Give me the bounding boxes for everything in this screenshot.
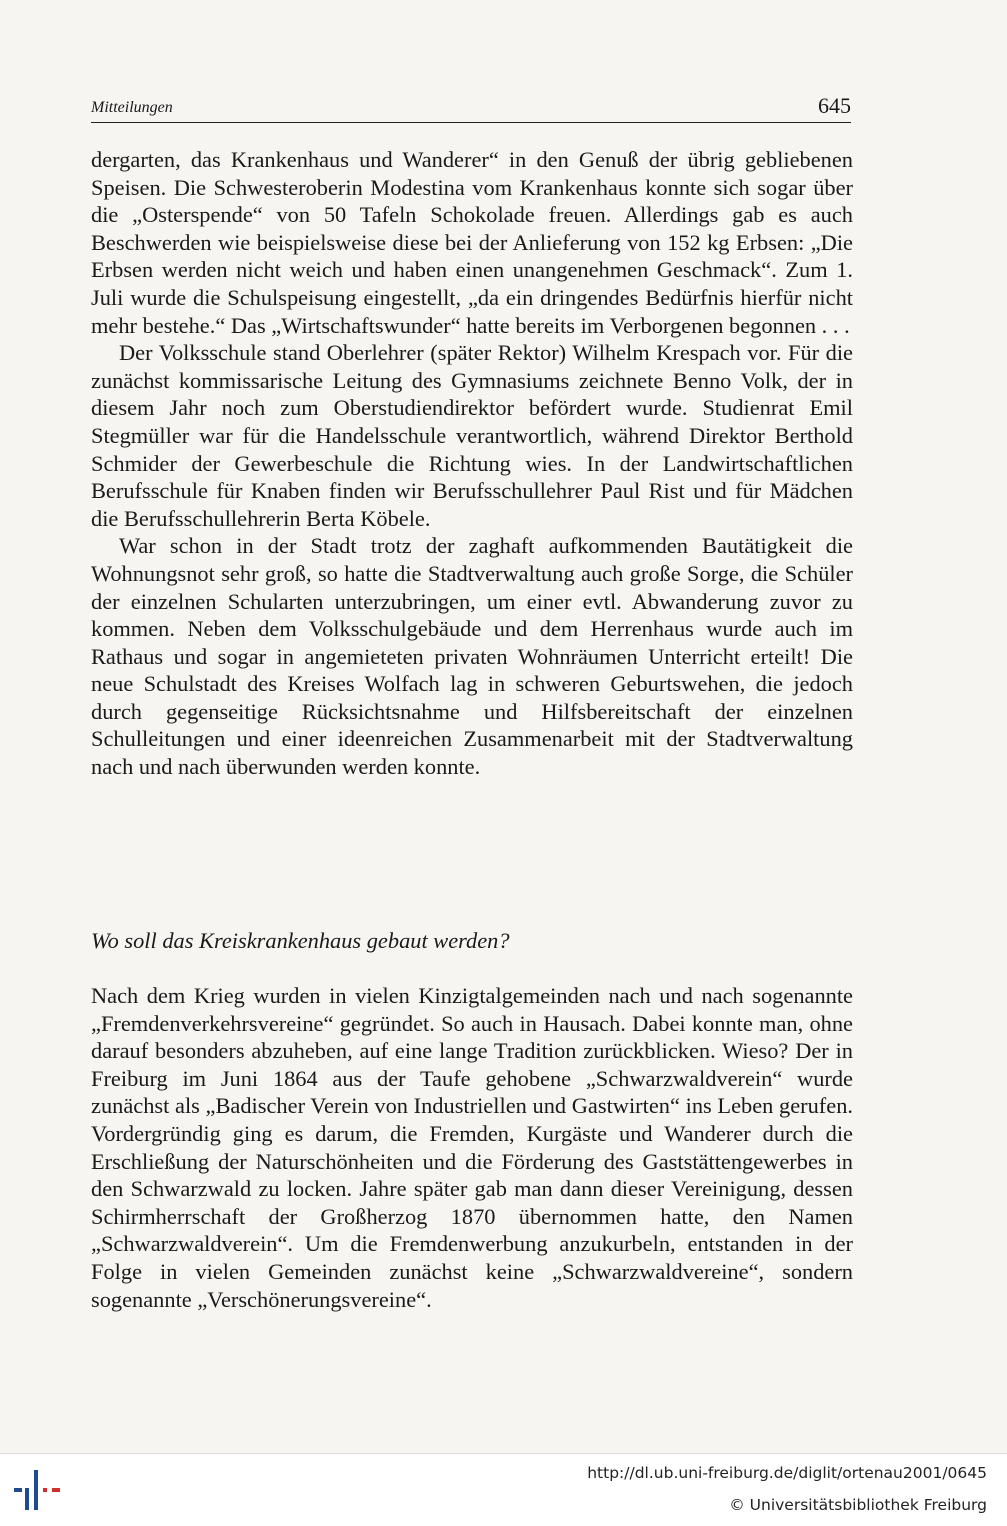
permalink-url[interactable]: http://dl.ub.uni-freiburg.de/diglit/ortenau2001/0645 (587, 1464, 987, 1482)
copyright-notice: © Universitätsbibliothek Freiburg (729, 1496, 987, 1514)
paragraph-3: War schon in der Stadt trotz der zaghaft aufkommenden Bautätigkeit die Wohnungsnot sehr groß, so hatte die Stadtverwaltung auch große Sorge, die Schüler der einzelnen Schularten unterzubringen, um einer evtl. Abwanderung zuvor zu kommen. Neben dem Volksschulgebäude und dem Herrenhaus wurde auch im Rathaus und sogar in angemieteten privaten Wohnräumen Unterricht erteilt! Die neue Schulstadt des Kreises Wolfach lag in schweren Geburtswehen, die jedoch durch gegenseitige Rücksichtsnahme und Hilfsbereitschaft der einzelnen Schulleitungen und einer ideenreichen Zusammenarbeit mit der Stadtverwaltung nach und nach überwunden werden konnte. (91, 533, 853, 780)
paragraph-1: dergarten, das Krankenhaus und Wanderer“ in den Genuß der übrig gebliebenen Speisen. Die Schwesteroberin Modestina vom Krankenhaus konnte sich sogar über die „Osterspende“ von 50 Tafeln Schokolade freuen. Allerdings gab es auch Beschwerden wie beispielsweise diese bei der Anlieferung von 152 kg Erbsen: „Die Erbsen werden nicht weich und haben einen unangenehmen Geschmack“. Zum 1. Juli wurde die Schulspeisung eingestellt, „da ein dringendes Bedürfnis hierfür nicht mehr bestehe.“ Das „Wirtschaftswunder“ hatte bereits im Verborgenen begonnen . . . (91, 147, 853, 338)
page-number: 645 (818, 93, 851, 118)
paragraph-4: Nach dem Krieg wurden in vielen Kinzigtalgemeinden nach und nach sogenannte „Fremdenverkehrsvereine“ gegründet. So auch in Hausach. Dabei konnte man, ohne darauf besonders abzuheben, auf eine lange Tradition zurückblicken. Wieso? Der in Freiburg im Juni 1864 aus der Taufe gehobene „Schwarzwaldverein“ wurde zunächst als „Badischer Verein von Industriellen und Gastwirten“ ins Leben gerufen. Vordergründig ging es darum, die Fremden, Kurgäste und Wanderer durch die Erschließung der Naturschönheiten und die Förderung des Gaststättengewerbes in den Schwarzwald zu locken. Jahre später gab man dann dieser Vereinigung, dessen Schirmherrschaft der Großherzog 1870 übernommen hatte, den Namen „Schwarzwaldverein“. Um die Fremdenwerbung anzukurbeln, entstanden in der Folge in vielen Gemeinden zunächst keine „Schwarzwaldvereine“, sondern sogenannte „Verschönerungsvereine“. (91, 983, 853, 1312)
text-block-lower (91, 982, 853, 1313)
page-header (91, 90, 851, 123)
section-heading: Wo soll das Kreiskrankenhaus gebaut werden? (91, 928, 510, 953)
running-head: Mitteilungen (91, 99, 173, 116)
paragraph-2: Der Volksschule stand Oberlehrer (später Rektor) Wilhelm Krespach vor. Für die zunächst kommissarische Leitung des Gymnasiums zeichnete Benno Volk, der in diesem Jahr noch zum Oberstudiendirektor befördert wurde. Studienrat Emil Stegmüller war für die Handelsschule verantwortlich, während Direktor Berthold Schmider der Gewerbeschule die Richtung wies. In der Landwirtschaftlichen Berufsschule für Knaben finden wir Berufsschullehrer Paul Rist und für Mädchen die Berufsschullehrerin Berta Köbele. (91, 340, 853, 531)
text-block-upper (91, 146, 853, 781)
viewer-footer (0, 1453, 1007, 1526)
ub-freiburg-logo-icon[interactable] (12, 1464, 64, 1516)
